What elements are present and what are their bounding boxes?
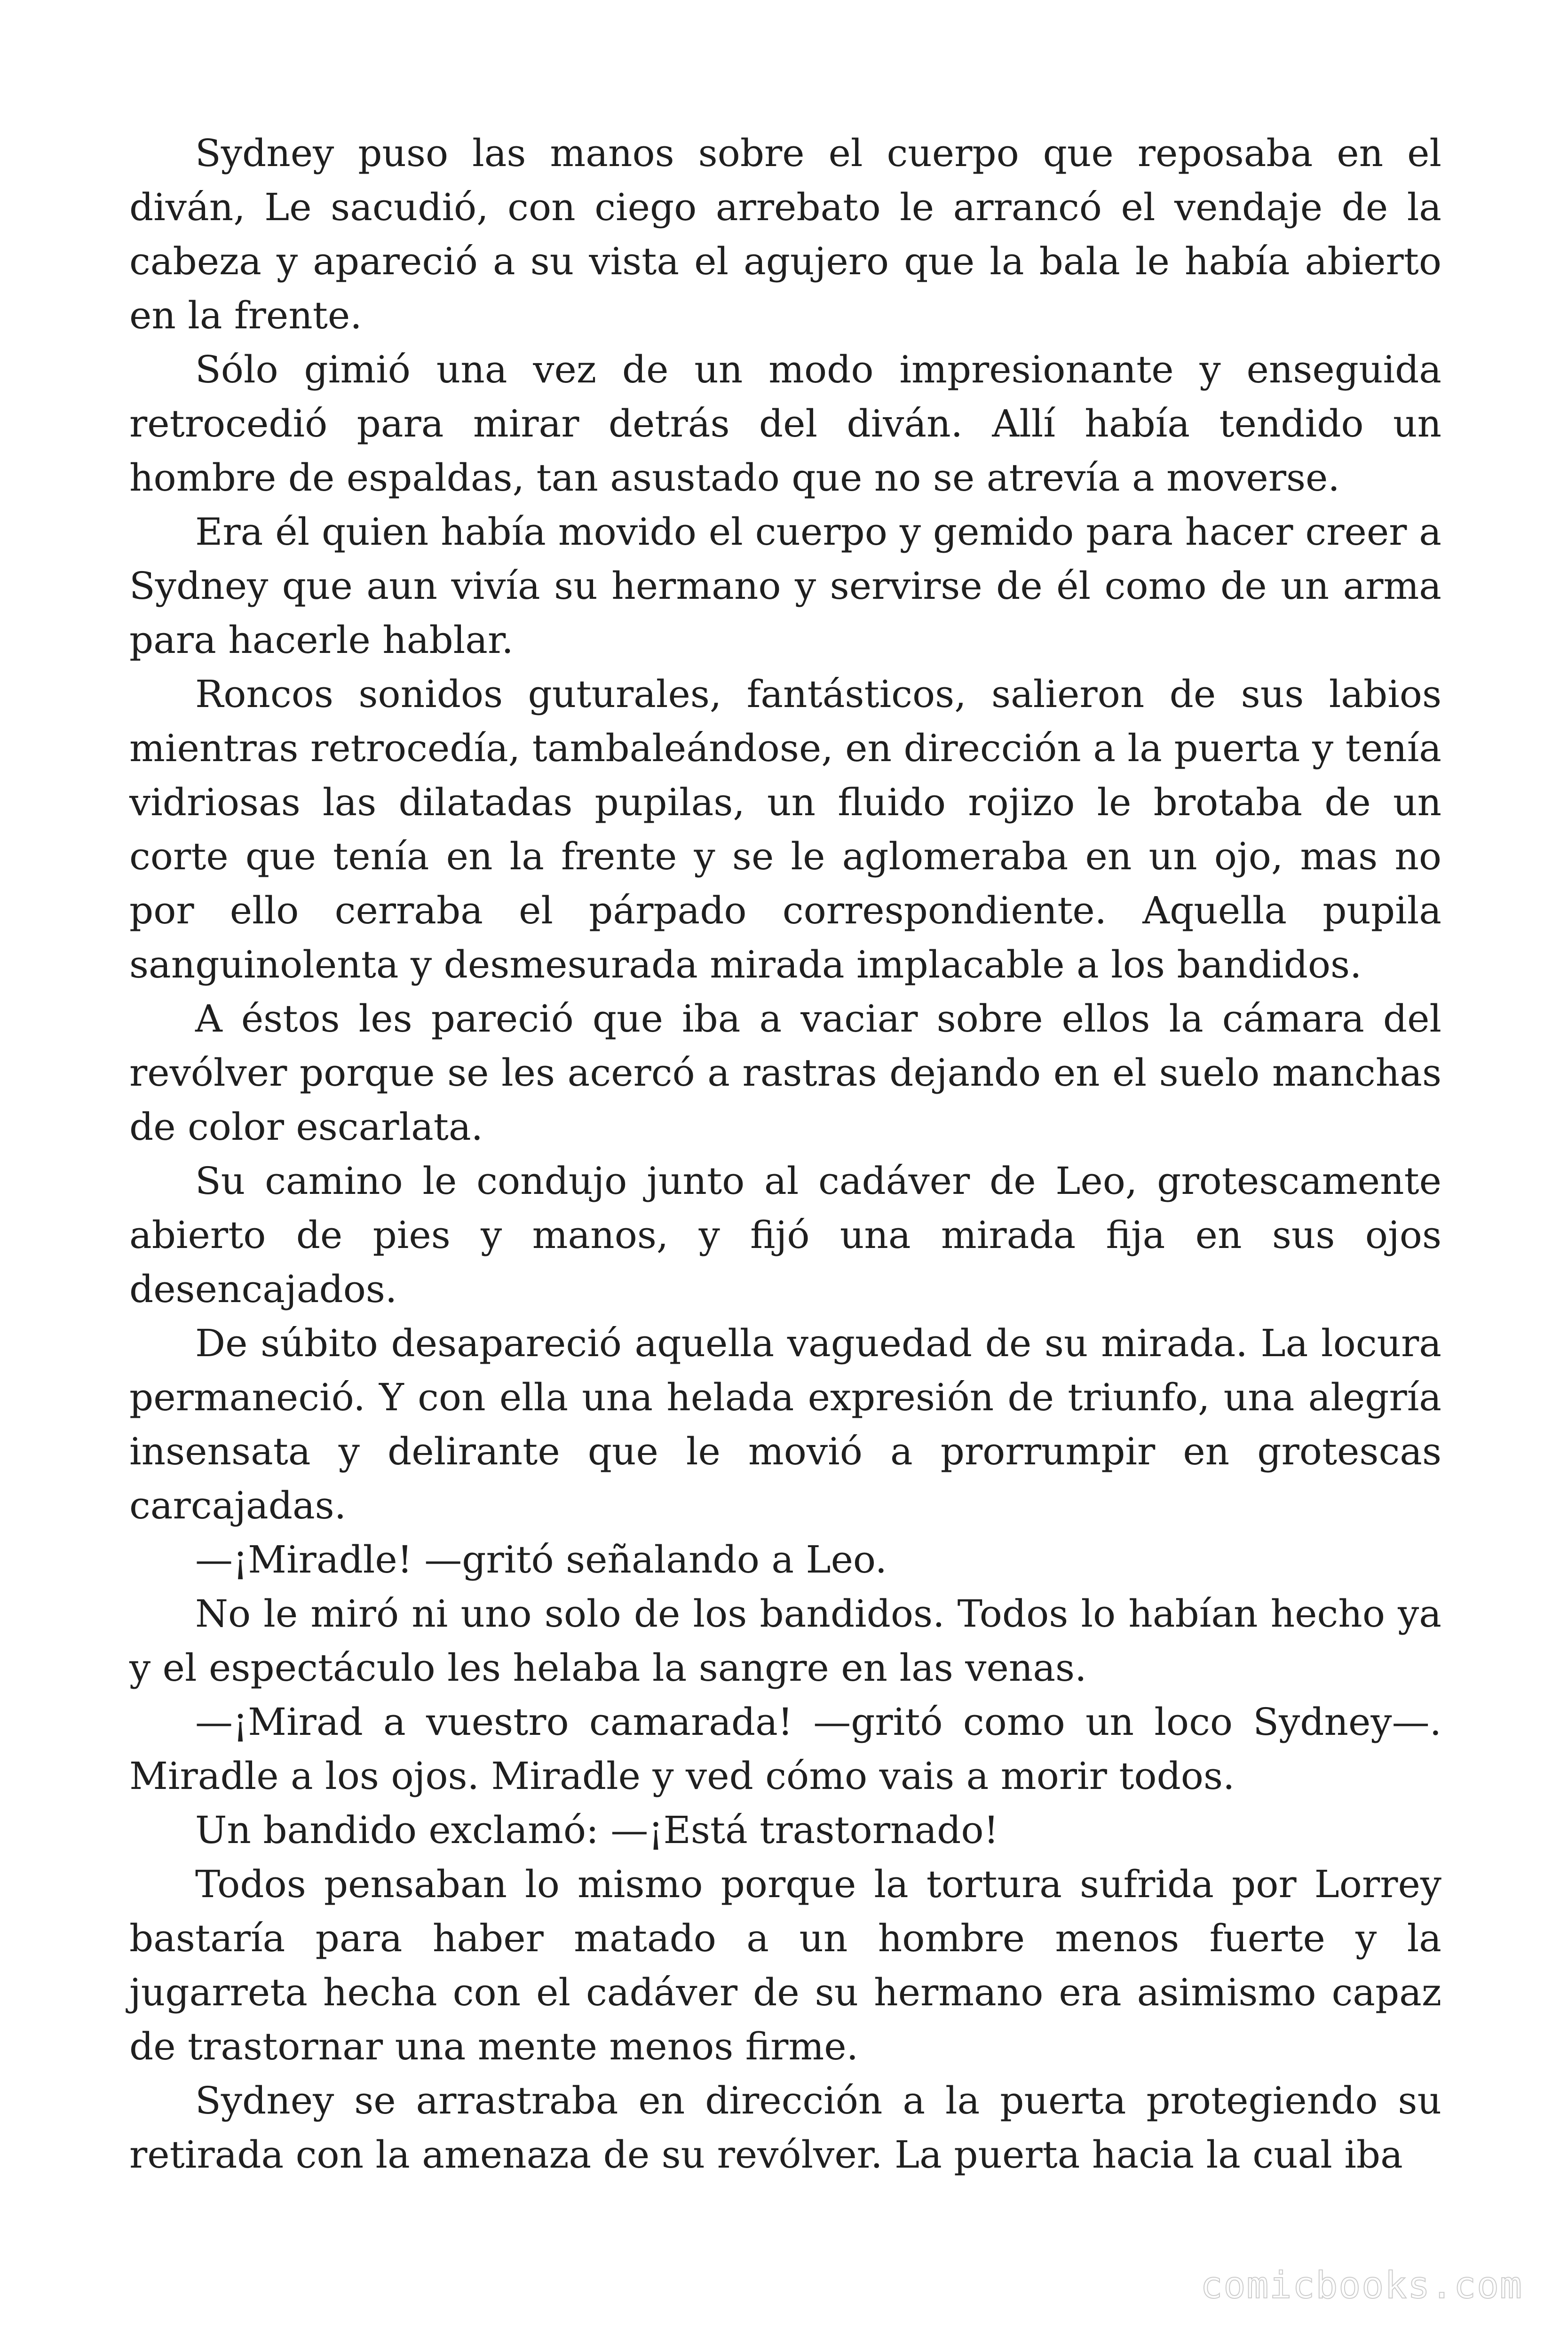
paragraph: Roncos sonidos guturales, fantásticos, salieron de sus labios mientras retrocedía, tambaleándose, en dirección a la puerta y tenía vidriosas las dilatadas pupilas, un fluido rojizo le brotaba de un corte que tenía en la frente y se le aglomeraba en un ojo, mas no por ello cerraba el párpado correspondiente. Aquella pupila sanguinolenta y desmesurada mirada implacable a los bandidos. [129, 672, 1441, 986]
paragraph: Sólo gimió una vez de un modo impresionante y enseguida retrocedió para mirar detrás del diván. Allí había tendido un hombre de espaldas, tan asustado que no se atrevía a moverse. [129, 348, 1441, 500]
paragraph: De súbito desapareció aquella vaguedad de su mirada. La locura permaneció. Y con ella una helada expresión de triunfo, una alegría insensata y delirante que le movió a prorrumpir en grotescas carcajadas. [129, 1321, 1441, 1527]
paragraph: Era él quien había movido el cuerpo y gemido para hacer creer a Sydney que aun vivía su hermano y servirse de él como de un arma para hacerle hablar. [129, 510, 1441, 662]
paragraph: Su camino le condujo junto al cadáver de Leo, grotescamente abierto de pies y manos, y fijó una mirada fija en sus ojos desencajados. [129, 1159, 1441, 1311]
paragraph: —¡Mirad a vuestro camarada! —gritó como un loco Sydney—. Miradle a los ojos. Miradle y ved cómo vais a morir todos. [129, 1700, 1441, 1798]
paragraph: Todos pensaban lo mismo porque la tortura sufrida por Lorrey bastaría para haber matado a un hombre menos fuerte y la jugarreta hecha con el cadáver de su hermano era asimismo capaz de trastornar una mente menos firme. [129, 1862, 1441, 2068]
paragraph: Sydney puso las manos sobre el cuerpo que reposaba en el diván, Le sacudió, con ciego arrebato le arrancó el vendaje de la cabeza y apareció a su vista el agujero que la bala le había abierto en la frente. [129, 131, 1441, 337]
paragraph: A éstos les pareció que iba a vaciar sobre ellos la cámara del revólver porque se les acercó a rastras dejando en el suelo manchas de color escarlata. [129, 997, 1441, 1149]
watermark: comicbooks.com [1200, 2265, 1523, 2307]
paragraph: Un bandido exclamó: —¡Está trastornado! [195, 1808, 999, 1852]
paragraph: —¡Miradle! —gritó señalando a Leo. [195, 1538, 887, 1581]
book-page-text [129, 126, 1441, 2182]
paragraph: No le miró ni uno solo de los bandidos. Todos lo habían hecho ya y el espectáculo les helaba la sangre en las venas. [129, 1592, 1441, 1690]
paragraph: Sydney se arrastraba en dirección a la puerta protegiendo su retirada con la amenaza de su revólver. La puerta hacia la cual iba [129, 2079, 1441, 2177]
